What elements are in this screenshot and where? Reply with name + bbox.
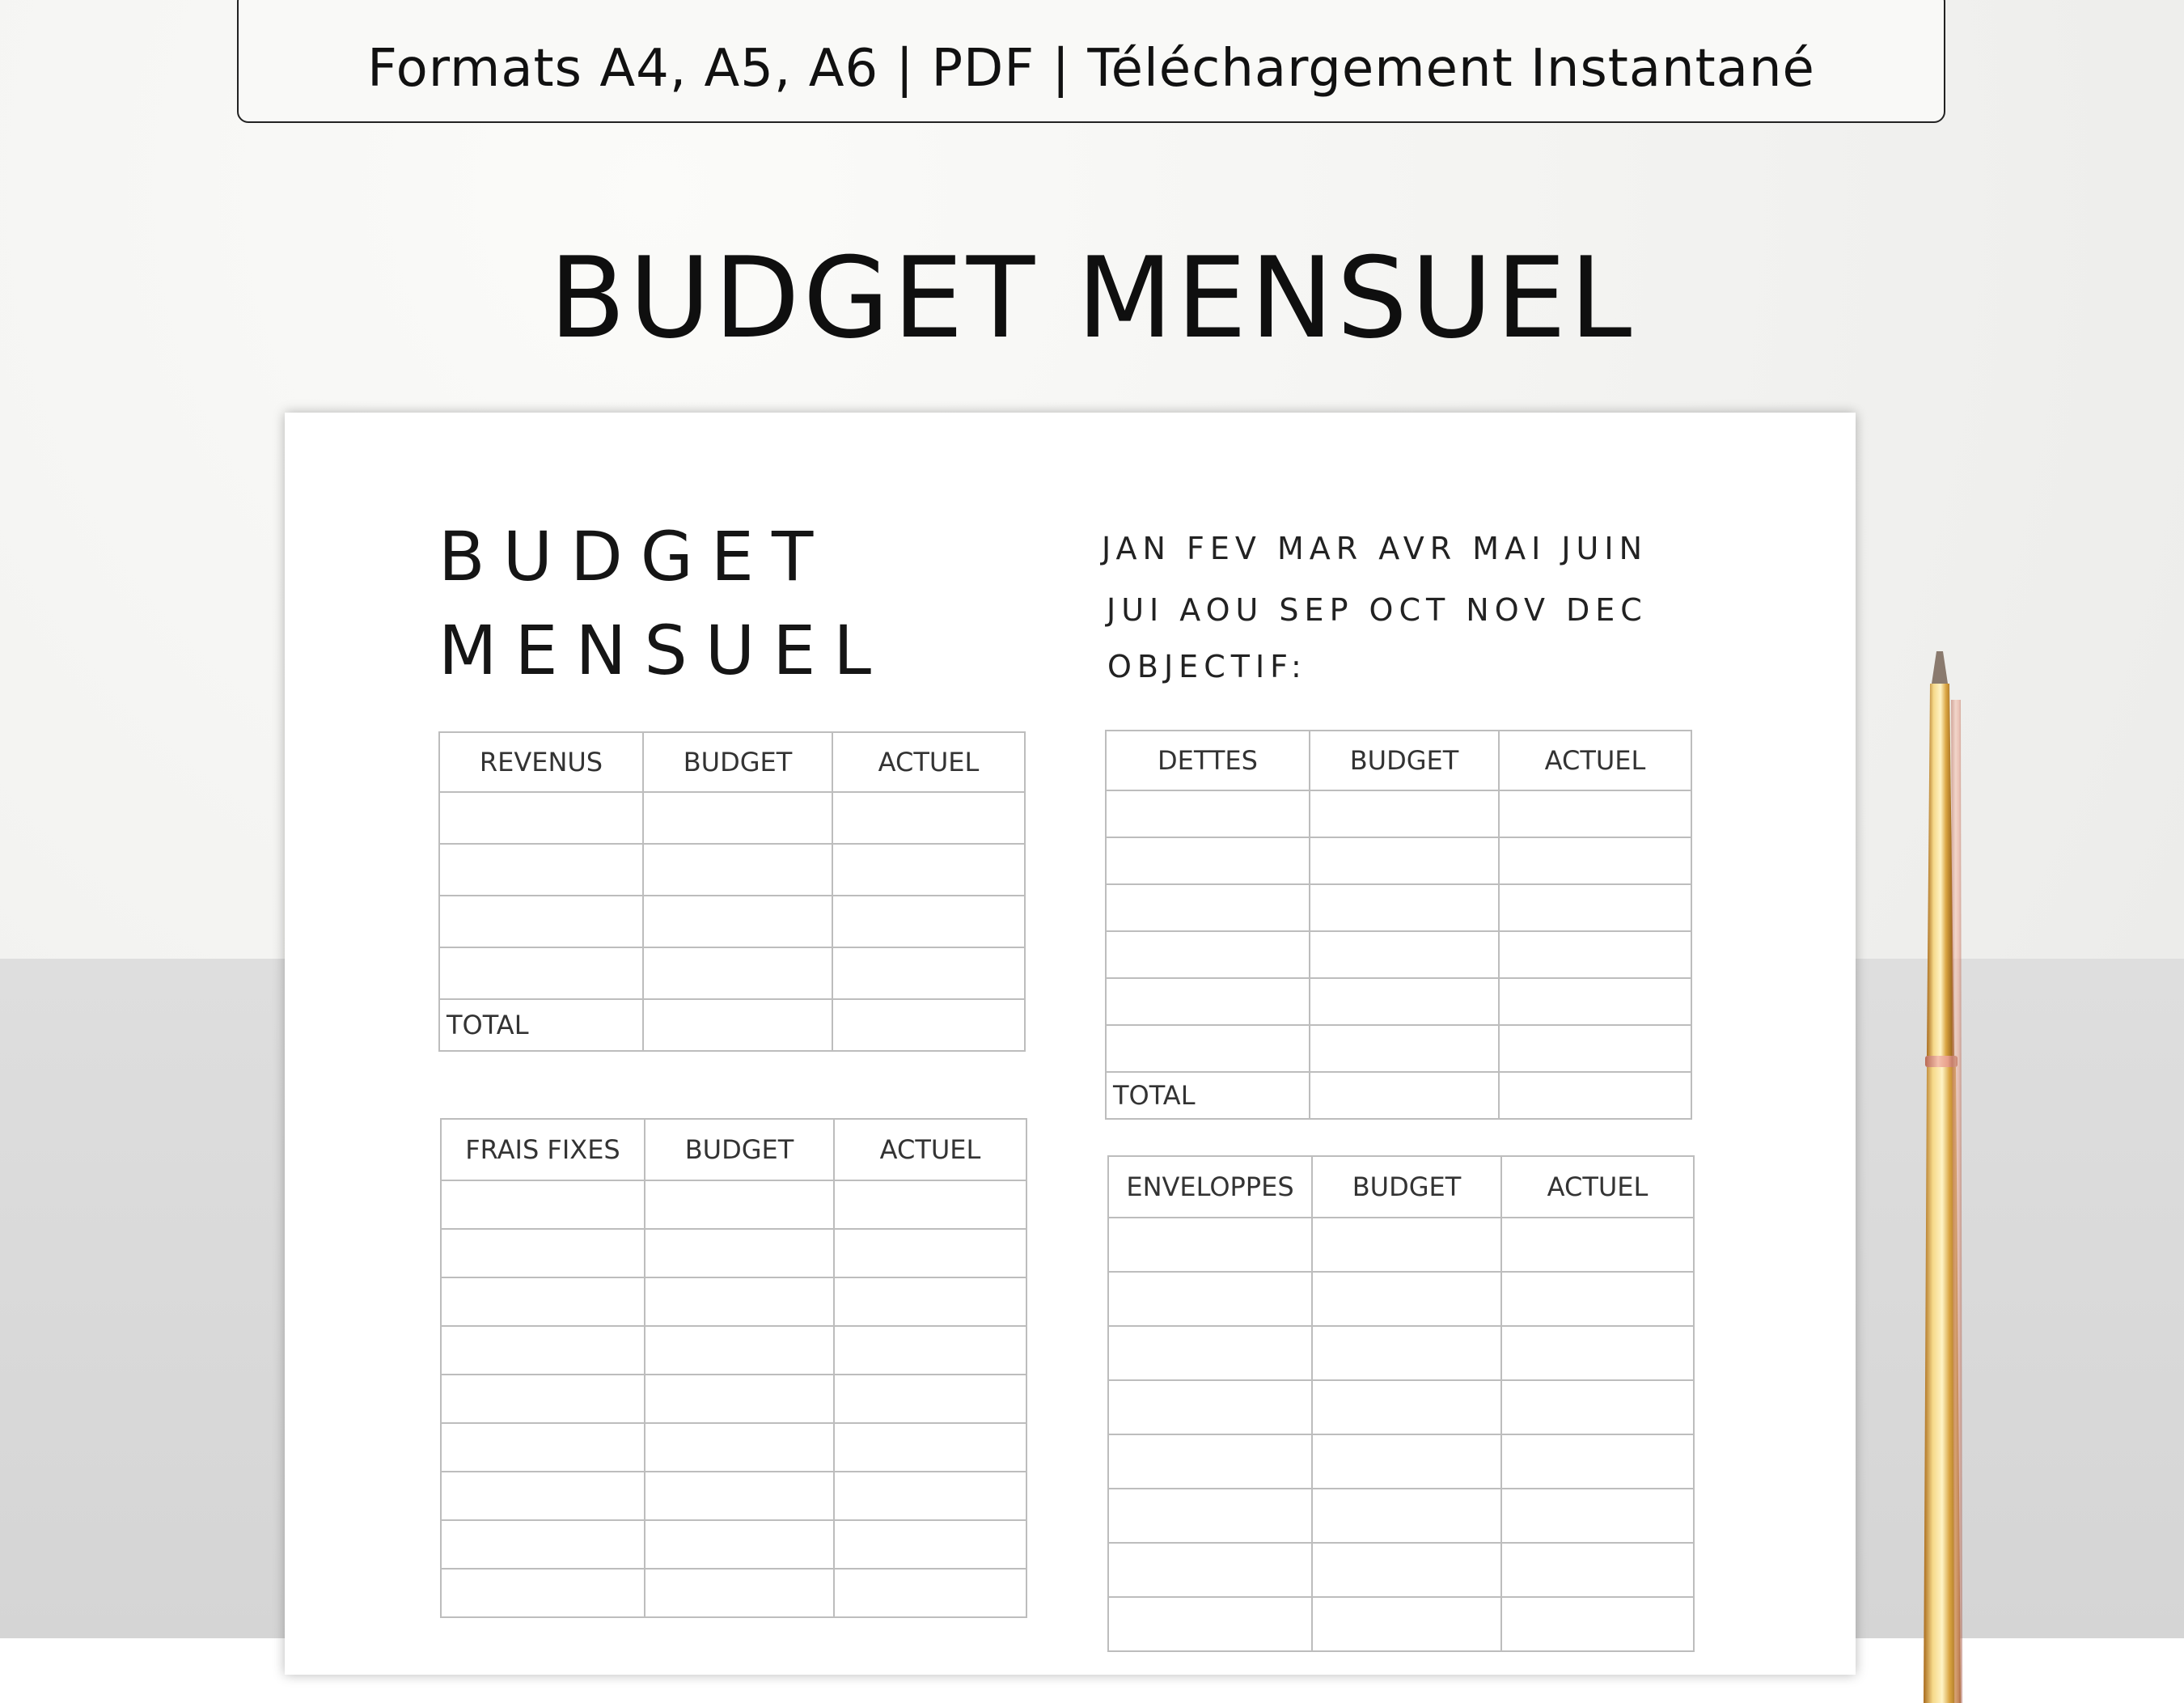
pen-icon [1919, 651, 1966, 1703]
dettes-actuel-header: ACTUEL [1499, 731, 1691, 790]
table-row [441, 1520, 1026, 1569]
enveloppes-header: ENVELOPPES [1108, 1156, 1312, 1218]
table-row [439, 792, 1025, 844]
table-row [1108, 1326, 1694, 1380]
table-row [439, 947, 1025, 999]
revenus-budget-header: BUDGET [643, 732, 832, 792]
table-row [1106, 884, 1691, 931]
table-row [1106, 1025, 1691, 1072]
frais-fixes-header: FRAIS FIXES [441, 1119, 645, 1180]
table-row [441, 1375, 1026, 1423]
table-row [1108, 1434, 1694, 1489]
revenus-total-row [439, 999, 1025, 1051]
table-row [1106, 931, 1691, 978]
table-row [439, 844, 1025, 896]
table-row [441, 1569, 1026, 1617]
revenus-total-label: TOTAL [439, 999, 643, 1051]
dettes-header: DETTES [1106, 731, 1310, 790]
table-row [1106, 790, 1691, 837]
dettes-total-row [1106, 1072, 1691, 1119]
table-row [441, 1180, 1026, 1229]
table-row [1108, 1543, 1694, 1597]
sheet-title-line-1: BUDGET [438, 517, 832, 596]
frais-fixes-table [440, 1118, 1027, 1618]
table-row [441, 1277, 1026, 1326]
enveloppes-actuel-header: ACTUEL [1501, 1156, 1694, 1218]
formats-banner [237, 0, 1945, 123]
table-row [1108, 1597, 1694, 1651]
table-row [441, 1229, 1026, 1277]
table-row [441, 1423, 1026, 1472]
revenus-table [438, 731, 1026, 1052]
formats-banner-text: Formats A4, A5, A6 | PDF | Téléchargement Instantané [367, 39, 1815, 99]
revenus-header: REVENUS [439, 732, 643, 792]
sheet-title-line-2: MENSUEL [438, 611, 890, 690]
table-row [441, 1472, 1026, 1520]
page-title: BUDGET MENSUEL [548, 233, 1636, 363]
revenus-actuel-header: ACTUEL [832, 732, 1025, 792]
enveloppes-budget-header: BUDGET [1312, 1156, 1501, 1218]
table-row [1108, 1218, 1694, 1272]
table-row [1106, 978, 1691, 1025]
budget-sheet [285, 413, 1856, 1675]
table-row [1106, 837, 1691, 884]
sheet-title [438, 510, 889, 697]
table-row [1108, 1380, 1694, 1434]
month-selector [1102, 518, 1648, 641]
dettes-table [1105, 730, 1692, 1120]
table-row [1108, 1272, 1694, 1326]
months-row-2: JUI AOU SEP OCT NOV DEC [1107, 592, 1648, 628]
table-row [441, 1326, 1026, 1375]
dettes-total-label: TOTAL [1106, 1072, 1310, 1119]
dettes-budget-header: BUDGET [1310, 731, 1499, 790]
table-row [1108, 1489, 1694, 1543]
table-row [439, 896, 1025, 947]
frais-fixes-actuel-header: ACTUEL [834, 1119, 1026, 1180]
frais-fixes-budget-header: BUDGET [645, 1119, 834, 1180]
objective-label: OBJECTIF: [1107, 649, 1307, 684]
months-row-1: JAN FEV MAR AVR MAI JUIN [1102, 531, 1649, 566]
enveloppes-table [1107, 1155, 1695, 1652]
